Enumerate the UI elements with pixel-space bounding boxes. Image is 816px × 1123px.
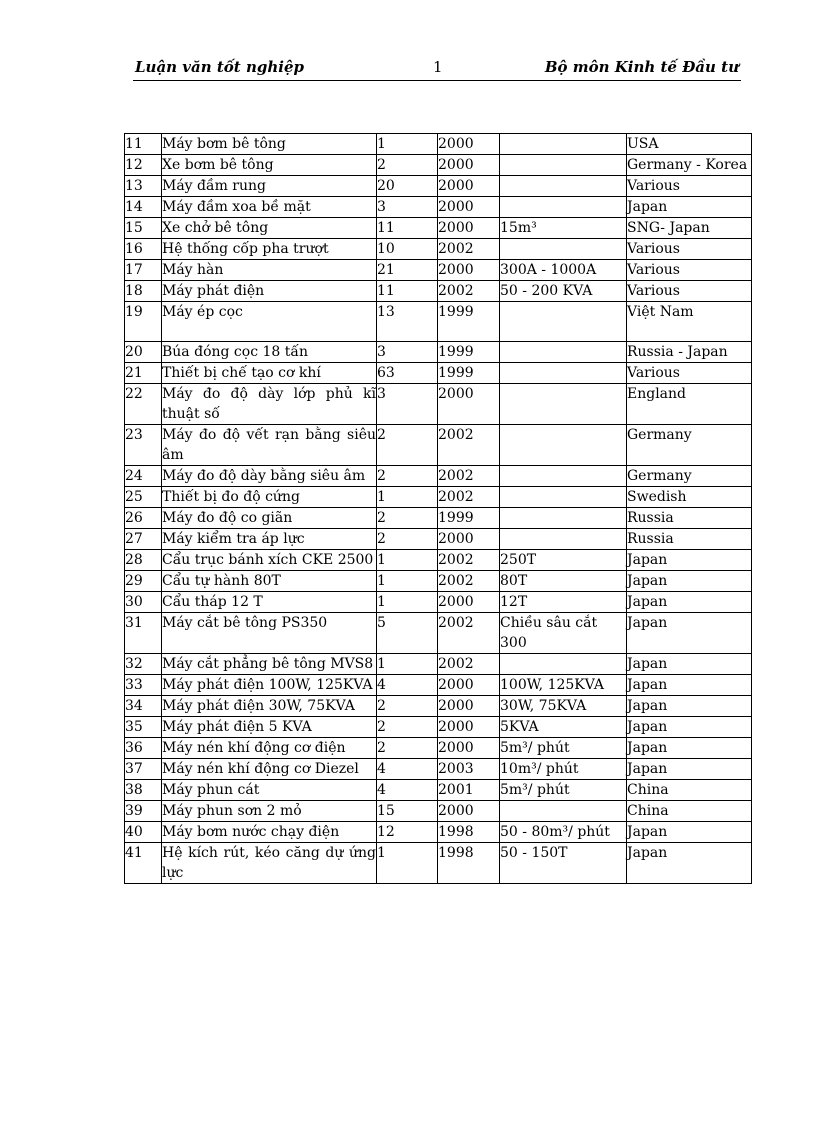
origin-cell: Russia	[627, 529, 752, 550]
equipment-name-cell: Thiết bị chế tạo cơ khí	[162, 363, 377, 384]
row-number-cell: 32	[125, 654, 162, 675]
quantity-cell: 2	[377, 717, 438, 738]
quantity-cell: 1	[377, 487, 438, 508]
year-cell: 2002	[438, 571, 500, 592]
origin-cell: Japan	[627, 197, 752, 218]
origin-cell: Japan	[627, 613, 752, 654]
specification-cell	[500, 239, 627, 260]
quantity-cell: 12	[377, 822, 438, 843]
origin-cell: Japan	[627, 675, 752, 696]
table-row	[125, 571, 752, 592]
specification-cell	[500, 302, 627, 342]
quantity-cell: 11	[377, 281, 438, 302]
row-number-cell: 17	[125, 260, 162, 281]
specification-cell: 5m³/ phút	[500, 738, 627, 759]
origin-cell: England	[627, 384, 752, 425]
origin-cell: Japan	[627, 696, 752, 717]
equipment-name-cell: Máy bơm bê tông	[162, 134, 377, 155]
table-row	[125, 384, 752, 425]
year-cell: 2002	[438, 487, 500, 508]
specification-cell: 250T	[500, 550, 627, 571]
specification-cell: 15m³	[500, 218, 627, 239]
row-number-cell: 21	[125, 363, 162, 384]
row-number-cell: 28	[125, 550, 162, 571]
row-number-cell: 27	[125, 529, 162, 550]
specification-cell	[500, 508, 627, 529]
equipment-table-body	[125, 134, 752, 884]
quantity-cell: 1	[377, 571, 438, 592]
table-row	[125, 218, 752, 239]
equipment-name-cell: Máy đầm rung	[162, 176, 377, 197]
year-cell: 2003	[438, 759, 500, 780]
origin-cell: Japan	[627, 550, 752, 571]
row-number-cell: 16	[125, 239, 162, 260]
table-row	[125, 302, 752, 342]
origin-cell: SNG- Japan	[627, 218, 752, 239]
table-row	[125, 508, 752, 529]
specification-cell	[500, 466, 627, 487]
table-row	[125, 592, 752, 613]
year-cell: 2000	[438, 260, 500, 281]
year-cell: 1998	[438, 822, 500, 843]
row-number-cell: 11	[125, 134, 162, 155]
specification-cell: Chiều sâu cắt 300	[500, 613, 627, 654]
equipment-name-cell: Máy phun sơn 2 mỏ	[162, 801, 377, 822]
origin-cell: Japan	[627, 654, 752, 675]
row-number-cell: 41	[125, 843, 162, 884]
row-number-cell: 33	[125, 675, 162, 696]
quantity-cell: 1	[377, 592, 438, 613]
origin-cell: Japan	[627, 843, 752, 884]
equipment-name-cell: Máy kiểm tra áp lực	[162, 529, 377, 550]
row-number-cell: 29	[125, 571, 162, 592]
equipment-name-cell: Cẩu tự hành 80T	[162, 571, 377, 592]
row-number-cell: 12	[125, 155, 162, 176]
header-page-number: 1	[433, 58, 443, 76]
origin-cell: Various	[627, 363, 752, 384]
specification-cell	[500, 155, 627, 176]
specification-cell	[500, 197, 627, 218]
row-number-cell: 24	[125, 466, 162, 487]
year-cell: 2000	[438, 218, 500, 239]
year-cell: 2002	[438, 613, 500, 654]
quantity-cell: 1	[377, 654, 438, 675]
equipment-name-cell: Cẩu trục bánh xích CKE 2500	[162, 550, 377, 571]
row-number-cell: 19	[125, 302, 162, 342]
table-row	[125, 466, 752, 487]
origin-cell: Various	[627, 239, 752, 260]
equipment-name-cell: Búa đóng cọc 18 tấn	[162, 342, 377, 363]
row-number-cell: 18	[125, 281, 162, 302]
year-cell: 1999	[438, 302, 500, 342]
row-number-cell: 37	[125, 759, 162, 780]
quantity-cell: 2	[377, 155, 438, 176]
year-cell: 2000	[438, 592, 500, 613]
quantity-cell: 2	[377, 529, 438, 550]
equipment-name-cell: Xe bơm bê tông	[162, 155, 377, 176]
equipment-name-cell: Máy phun cát	[162, 780, 377, 801]
year-cell: 2000	[438, 134, 500, 155]
specification-cell	[500, 487, 627, 508]
table-row	[125, 654, 752, 675]
row-number-cell: 38	[125, 780, 162, 801]
origin-cell: Russia - Japan	[627, 342, 752, 363]
year-cell: 2000	[438, 738, 500, 759]
equipment-name-cell: Máy đầm xoa bề mặt	[162, 197, 377, 218]
table-row	[125, 613, 752, 654]
table-row	[125, 342, 752, 363]
row-number-cell: 30	[125, 592, 162, 613]
specification-cell	[500, 801, 627, 822]
row-number-cell: 34	[125, 696, 162, 717]
quantity-cell: 2	[377, 696, 438, 717]
year-cell: 2000	[438, 197, 500, 218]
quantity-cell: 2	[377, 508, 438, 529]
quantity-cell: 2	[377, 466, 438, 487]
table-row	[125, 759, 752, 780]
specification-cell	[500, 363, 627, 384]
quantity-cell: 4	[377, 675, 438, 696]
quantity-cell: 15	[377, 801, 438, 822]
row-number-cell: 31	[125, 613, 162, 654]
equipment-name-cell: Máy nén khí động cơ điện	[162, 738, 377, 759]
specification-cell: 5m³/ phút	[500, 780, 627, 801]
year-cell: 2002	[438, 239, 500, 260]
year-cell: 1998	[438, 843, 500, 884]
specification-cell	[500, 529, 627, 550]
quantity-cell: 1	[377, 843, 438, 884]
origin-cell: Japan	[627, 822, 752, 843]
quantity-cell: 3	[377, 197, 438, 218]
origin-cell: Japan	[627, 738, 752, 759]
table-row	[125, 487, 752, 508]
row-number-cell: 20	[125, 342, 162, 363]
table-row	[125, 529, 752, 550]
row-number-cell: 13	[125, 176, 162, 197]
equipment-name-cell: Cẩu tháp 12 T	[162, 592, 377, 613]
table-row	[125, 239, 752, 260]
row-number-cell: 15	[125, 218, 162, 239]
equipment-name-cell: Máy ép cọc	[162, 302, 377, 342]
origin-cell: Various	[627, 281, 752, 302]
equipment-name-cell: Máy cắt phẳng bê tông MVS8	[162, 654, 377, 675]
table-row	[125, 260, 752, 281]
origin-cell: Việt Nam	[627, 302, 752, 342]
specification-cell: 100W, 125KVA	[500, 675, 627, 696]
year-cell: 2000	[438, 155, 500, 176]
origin-cell: Various	[627, 260, 752, 281]
year-cell: 2002	[438, 466, 500, 487]
specification-cell: 50 - 200 KVA	[500, 281, 627, 302]
equipment-name-cell: Máy phát điện	[162, 281, 377, 302]
equipment-name-cell: Máy phát điện 100W, 125KVA	[162, 675, 377, 696]
table-row	[125, 843, 752, 884]
specification-cell	[500, 134, 627, 155]
year-cell: 2002	[438, 550, 500, 571]
equipment-name-cell: Thiết bị đo độ cứng	[162, 487, 377, 508]
year-cell: 1999	[438, 363, 500, 384]
table-row	[125, 717, 752, 738]
specification-cell	[500, 342, 627, 363]
origin-cell: Various	[627, 176, 752, 197]
equipment-name-cell: Máy phát điện 5 KVA	[162, 717, 377, 738]
table-row	[125, 550, 752, 571]
equipment-name-cell: Hệ kích rút, kéo căng dự ứng lực	[162, 843, 377, 884]
header-thesis-title: Luận văn tốt nghiệp	[135, 58, 304, 76]
specification-cell: 12T	[500, 592, 627, 613]
origin-cell: Japan	[627, 571, 752, 592]
origin-cell: Swedish	[627, 487, 752, 508]
origin-cell: USA	[627, 134, 752, 155]
specification-cell: 80T	[500, 571, 627, 592]
equipment-name-cell: Máy đo độ vết rạn bằng siêu âm	[162, 425, 377, 466]
quantity-cell: 11	[377, 218, 438, 239]
equipment-name-cell: Máy đo độ dày lớp phủ kĩ thuật số	[162, 384, 377, 425]
equipment-name-cell: Máy cắt bê tông PS350	[162, 613, 377, 654]
row-number-cell: 35	[125, 717, 162, 738]
table-row	[125, 738, 752, 759]
table-row	[125, 425, 752, 466]
origin-cell: Germany - Korea	[627, 155, 752, 176]
quantity-cell: 10	[377, 239, 438, 260]
equipment-name-cell: Xe chở bê tông	[162, 218, 377, 239]
origin-cell: Japan	[627, 717, 752, 738]
row-number-cell: 39	[125, 801, 162, 822]
quantity-cell: 21	[377, 260, 438, 281]
table-row	[125, 675, 752, 696]
year-cell: 1999	[438, 342, 500, 363]
row-number-cell: 36	[125, 738, 162, 759]
row-number-cell: 26	[125, 508, 162, 529]
equipment-name-cell: Máy đo độ co giãn	[162, 508, 377, 529]
year-cell: 2002	[438, 654, 500, 675]
year-cell: 2000	[438, 696, 500, 717]
origin-cell: Germany	[627, 466, 752, 487]
table-row	[125, 801, 752, 822]
quantity-cell: 3	[377, 384, 438, 425]
quantity-cell: 20	[377, 176, 438, 197]
quantity-cell: 2	[377, 738, 438, 759]
quantity-cell: 2	[377, 425, 438, 466]
specification-cell: 50 - 150T	[500, 843, 627, 884]
quantity-cell: 3	[377, 342, 438, 363]
origin-cell: China	[627, 801, 752, 822]
year-cell: 1999	[438, 508, 500, 529]
table-row	[125, 197, 752, 218]
origin-cell: Russia	[627, 508, 752, 529]
year-cell: 2002	[438, 281, 500, 302]
specification-cell: 10m³/ phút	[500, 759, 627, 780]
equipment-name-cell: Máy nén khí động cơ Diezel	[162, 759, 377, 780]
quantity-cell: 1	[377, 550, 438, 571]
year-cell: 2001	[438, 780, 500, 801]
specification-cell	[500, 384, 627, 425]
quantity-cell: 4	[377, 759, 438, 780]
specification-cell	[500, 425, 627, 466]
row-number-cell: 40	[125, 822, 162, 843]
row-number-cell: 22	[125, 384, 162, 425]
table-row	[125, 363, 752, 384]
table-row	[125, 134, 752, 155]
year-cell: 2000	[438, 801, 500, 822]
table-row	[125, 281, 752, 302]
year-cell: 2000	[438, 529, 500, 550]
row-number-cell: 23	[125, 425, 162, 466]
table-row	[125, 780, 752, 801]
equipment-name-cell: Hệ thống cốp pha trượt	[162, 239, 377, 260]
specification-cell: 300A - 1000A	[500, 260, 627, 281]
page-header	[133, 58, 741, 81]
origin-cell: Japan	[627, 759, 752, 780]
quantity-cell: 13	[377, 302, 438, 342]
equipment-name-cell: Máy hàn	[162, 260, 377, 281]
row-number-cell: 14	[125, 197, 162, 218]
header-department: Bộ môn Kinh tế Đầu tư	[544, 58, 739, 76]
specification-cell: 50 - 80m³/ phút	[500, 822, 627, 843]
year-cell: 2000	[438, 675, 500, 696]
year-cell: 2000	[438, 717, 500, 738]
specification-cell: 30W, 75KVA	[500, 696, 627, 717]
table-row	[125, 176, 752, 197]
year-cell: 2002	[438, 425, 500, 466]
equipment-name-cell: Máy phát điện 30W, 75KVA	[162, 696, 377, 717]
year-cell: 2000	[438, 384, 500, 425]
quantity-cell: 63	[377, 363, 438, 384]
table-row	[125, 696, 752, 717]
row-number-cell: 25	[125, 487, 162, 508]
specification-cell	[500, 654, 627, 675]
year-cell: 2000	[438, 176, 500, 197]
table-row	[125, 822, 752, 843]
equipment-name-cell: Máy bơm nước chạy điện	[162, 822, 377, 843]
origin-cell: Japan	[627, 592, 752, 613]
quantity-cell: 5	[377, 613, 438, 654]
equipment-table	[124, 133, 752, 884]
quantity-cell: 1	[377, 134, 438, 155]
table-row	[125, 155, 752, 176]
origin-cell: China	[627, 780, 752, 801]
origin-cell: Germany	[627, 425, 752, 466]
equipment-name-cell: Máy đo độ dày bằng siêu âm	[162, 466, 377, 487]
specification-cell	[500, 176, 627, 197]
specification-cell: 5KVA	[500, 717, 627, 738]
quantity-cell: 4	[377, 780, 438, 801]
